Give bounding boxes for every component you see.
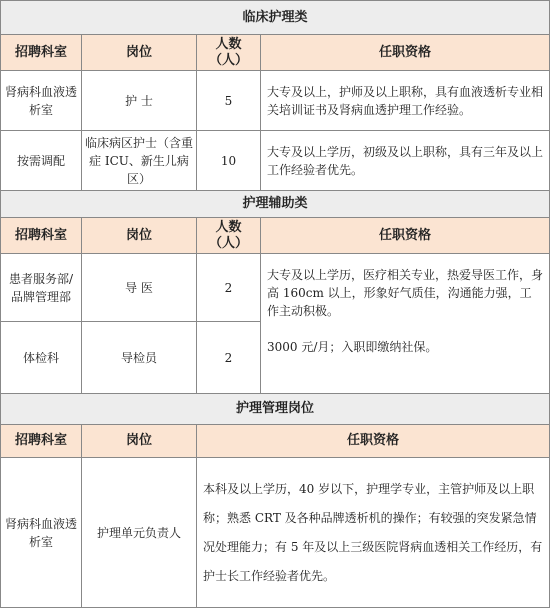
header-count: 人数（人） — [197, 35, 261, 71]
req-salary-text: 3000 元/月；入职即缴纳社保。 — [267, 340, 438, 354]
header-req: 任职资格 — [261, 35, 550, 71]
header-post: 岗位 — [82, 35, 197, 71]
header-dept: 招聘科室 — [1, 35, 82, 71]
header-dept: 招聘科室 — [1, 425, 82, 458]
table-row — [1, 71, 550, 131]
section-title-row-management — [1, 394, 550, 425]
header-req: 任职资格 — [197, 425, 550, 458]
section-title-row-clinical — [1, 1, 550, 35]
req-cell-shared — [261, 254, 550, 394]
dept-cell: 按需调配 — [1, 131, 82, 191]
req-cell: 大专及以上，护师及以上职称，具有血液透析专业相关培训证书及肾病血透护理工作经验。 — [261, 71, 550, 131]
header-req: 任职资格 — [261, 218, 550, 254]
req-main-text: 大专及以上学历，医疗相关专业，热爱导医工作，身高 160cm 以上，形象好气质佳，沟通能力强，工作主动积极。 — [267, 268, 544, 318]
post-cell: 导 医 — [82, 254, 197, 322]
count-cell: 2 — [197, 254, 261, 322]
header-dept: 招聘科室 — [1, 218, 82, 254]
dept-cell: 体检科 — [1, 322, 82, 394]
section-title-row-support — [1, 191, 550, 218]
dept-cell: 肾病科血液透析室 — [1, 458, 82, 608]
header-row-clinical — [1, 35, 550, 71]
section-title-clinical: 临床护理类 — [1, 1, 550, 35]
count-cell: 5 — [197, 71, 261, 131]
table-row — [1, 254, 550, 322]
post-cell: 临床病区护士（含重症 ICU、新生儿病区） — [82, 131, 197, 191]
dept-cell: 肾病科血液透析室 — [1, 71, 82, 131]
header-count: 人数（人） — [197, 218, 261, 254]
req-cell: 大专及以上学历，初级及以上职称，具有三年及以上工作经验者优先。 — [261, 131, 550, 191]
count-cell: 2 — [197, 322, 261, 394]
header-row-support — [1, 218, 550, 254]
section-title-support: 护理辅助类 — [1, 191, 550, 218]
header-row-management — [1, 425, 550, 458]
post-cell: 护 士 — [82, 71, 197, 131]
post-cell: 护理单元负责人 — [82, 458, 197, 608]
post-cell: 导检员 — [82, 322, 197, 394]
count-cell: 10 — [197, 131, 261, 191]
table-row — [1, 131, 550, 191]
dept-cell: 患者服务部/品牌管理部 — [1, 254, 82, 322]
table-row — [1, 458, 550, 608]
section-title-management: 护理管理岗位 — [1, 394, 550, 425]
header-post: 岗位 — [82, 218, 197, 254]
header-post: 岗位 — [82, 425, 197, 458]
req-cell: 本科及以上学历，40 岁以下，护理学专业，主管护师及以上职称；熟悉 CRT 及各种品牌透析机的操作；有较强的突发紧急情况处理能力；有 5 年及以上三级医院肾病血透相关工作经历，有护士长工作经验者优先。 — [197, 458, 550, 608]
